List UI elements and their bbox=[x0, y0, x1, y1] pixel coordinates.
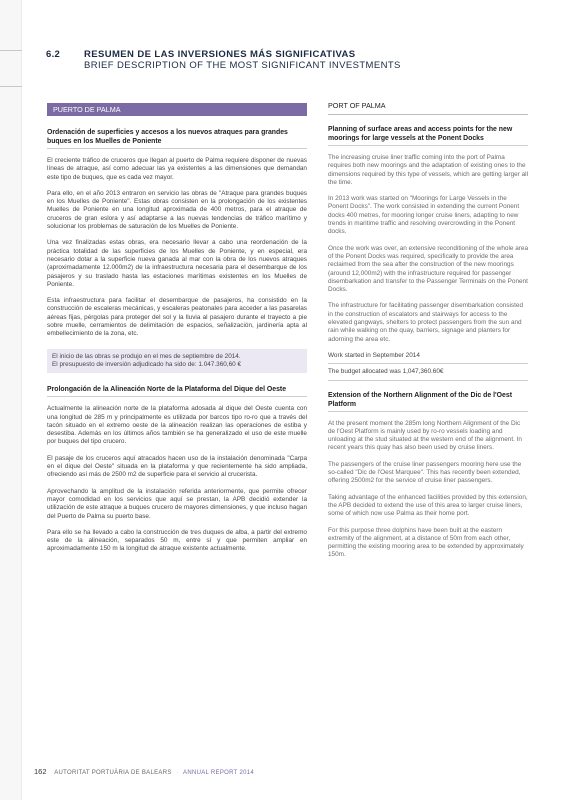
port-tag-en: PORT OF PALMA bbox=[328, 101, 528, 115]
paragraph: Once the work was over, an extensive reconditioning of the whole area of the Ponent Docks was required, specifically to provide the area reclaimed from the sea after the construction of the new moorings (around 12,000m2) with the infrastructure required for passenger disembarkation and transfer to the Passenger Terminals on the Ponent Docks. bbox=[328, 244, 529, 294]
paragraph: Actualmente la alineación norte de la plataforma adosada al dique del Oeste cuenta con una longitud de 285 m y principalmente es utilizada por barcos tipo ro-ro que a través del tacón situado en el extremo oeste de la alineación realizan las operaciones de estiba y desestiba. Además en los últimos años también se ha generalizado el uso de este muelle por buques del tipo crucero. bbox=[47, 405, 307, 446]
page-edge bbox=[0, 0, 22, 800]
page-footer bbox=[34, 767, 254, 776]
paragraph: El creciente tráfico de cruceros que llegan al puerto de Palma requiere disponer de nuevas líneas de atraque, así como adecuar las ya existentes a las dimensiones que demandan este tipo de buques, que es cada vez mayor. bbox=[47, 157, 307, 181]
organization-name: AUTORITAT PORTUÀRIA DE BALEARS bbox=[54, 770, 172, 776]
subheading-en-1: Planning of surface areas and access points for the new moorings for large vessels at the Ponent Docks bbox=[328, 125, 528, 146]
edge-mark bbox=[0, 50, 22, 51]
paragraph: Aprovechando la amplitud de la instalación referida anteriormente, que permite ofrecer mayor comodidad en los servicios que aquí se prestan, la APB decidió extender la utilización de este atraque a buques crucero de mayores dimensiones, y que incluso hagan del Puerto de Palma su puerto base. bbox=[47, 487, 307, 520]
paragraph: Para ello, en el año 2013 entraron en servicio las obras de "Atraque para grandes buques en los Muelles de Poniente". Estas obras consisten en la prolongación de los existentes Muelles de Poniente en una longitud aproximada de 400 metros, para el atraque de cruceros de gran eslora y así adaptarse a las nuevas tendencias de tráfico marítimo y solucionar los problemas de saturación de los Muelles de Poniente. bbox=[47, 189, 307, 231]
budget-note-en: The budget allocated was 1,047,360.60€ bbox=[328, 368, 528, 380]
edge-mark bbox=[0, 86, 22, 87]
paragraph: Una vez finalizadas estas obras, era necesario llevar a cabo una reordenación de la práctica totalidad de las superficies de los Muelles de Poniente, y en especial, era necesario dotar a la superficie nueva ganada al mar con la obra de los nuevos atraques (aproximadamente 12.000m2) de la infraestructura necesaria para el desembarque de los pasajeros y su traslado hasta las estaciones marítimas existentes en los Muelles de Poniente. bbox=[47, 239, 307, 288]
start-date-note-en: Work started in September 2014 bbox=[328, 352, 528, 364]
section-title-en: BRIEF DESCRIPTION OF THE MOST SIGNIFICANT INVESTMENTS bbox=[84, 60, 401, 71]
subheading-es-2: Prolongación de la Alineación Norte de la Plataforma del Dique del Oeste bbox=[47, 385, 307, 397]
paragraph: Taking advantage of the enhanced facilities provided by this extension, the APB decided to extend the use of this area to larger cruise liners, some of which now use Palma as their home port. bbox=[328, 493, 528, 518]
section-title-es: RESUMEN DE LAS INVERSIONES MÁS SIGNIFICATIVAS bbox=[84, 49, 356, 60]
footer-separator: · bbox=[176, 770, 179, 776]
paragraph: For this purpose three dolphins have been built at the eastern extremity of the alignment, at a distance of 50m from each other, permitting the existing mooring area to be extended by approximately 150m. bbox=[328, 526, 524, 559]
paragraph: The infrastructure for facilitating passenger disembarkation consisted in the construction of escalators and stairways for access to the elevated gangways, shelters to protect passengers from the sun and rain while walking on the quay, barriers, signage and planters for adorning the area etc. bbox=[328, 302, 524, 343]
section-number: 6.2 bbox=[46, 49, 61, 60]
subheading-en-2: Extension of the Northern Alignment of the Dic de l'Oest Platform bbox=[328, 391, 528, 412]
paragraph: Esta infraestructura para facilitar el desembarque de pasajeros, ha consistido en la construcción de escaleras mecánicas, y escaleras peatonales para acceder a las pasarelas aéreas fijas, pérgolas para proteger del sol y la lluvia al pasajero durante el trayecto a pie sobre muelle, cerramientos de delimitación de espacios, señalización, jardinería apta al embellecimiento de la zona, etc. bbox=[47, 297, 307, 338]
paragraph: El pasaje de los cruceros aquí atracados hacen uso de la instalación denominada "Carpa en el dique del Oeste" situada en la plataforma y que recientemente ha sido ampliada, ofreciendo así más de 2500 m2 de superficie para el servicio al crucerista. bbox=[47, 454, 307, 479]
paragraph: The increasing cruise liner traffic coming into the port of Palma requires both new moorings and the adaptation of existing ones to the dimensions required by this type of vessels, which are getting larger all the time. bbox=[328, 154, 528, 186]
port-tag-es: PUERTO DE PALMA bbox=[47, 103, 307, 116]
paragraph: At the present moment the 285m long Northern Alignment of the Dic de l'Oest Platform is mainly used by ro-ro vessels loading and unloading at the stud situated at the western end of the alignment. In recent years this quay has also been used by cruise liners. bbox=[328, 419, 522, 452]
subheading-es-1: Ordenación de superficies y accesos a los nuevos atraques para grandes buques en los Muelles de Poniente bbox=[47, 128, 307, 149]
paragraph: The passengers of the cruise liner passengers mooring here use the so-called "Dic de l'Oest Marquee". This has recently been extended, offering 2500m2 for the service of cruise liner passengers. bbox=[328, 460, 522, 485]
paragraph: In 2013 work was started on "Moorings for Large Vessels in the Ponent Docks". The work consisted in extending the current Ponent docks 400 metres, for mooring longer cruise liners, adapting to new trends in maritime traffic and resolving overcrowding in the Ponent docks. bbox=[328, 195, 520, 236]
budget-note: El presupuesto de inversión adjudicado ha sido de: 1.047.360,60 € bbox=[52, 360, 242, 368]
spanish-column bbox=[47, 103, 307, 554]
page-number: 162 bbox=[34, 767, 47, 776]
paragraph: Para ello se ha llevado a cabo la construcción de tres duques de alba, a partir del extremo este de la alineación, separados 50 m, entre sí y que permiten ampliar en aproximadamente 150 m la longitud de atraque existente actualmente. bbox=[47, 528, 307, 553]
start-date-note: El inicio de las obras se produjo en el mes de septiembre de 2014. bbox=[52, 352, 241, 360]
report-name: ANNUAL REPORT 2014 bbox=[183, 770, 254, 776]
highlight-box bbox=[47, 349, 307, 374]
english-column bbox=[328, 101, 528, 560]
